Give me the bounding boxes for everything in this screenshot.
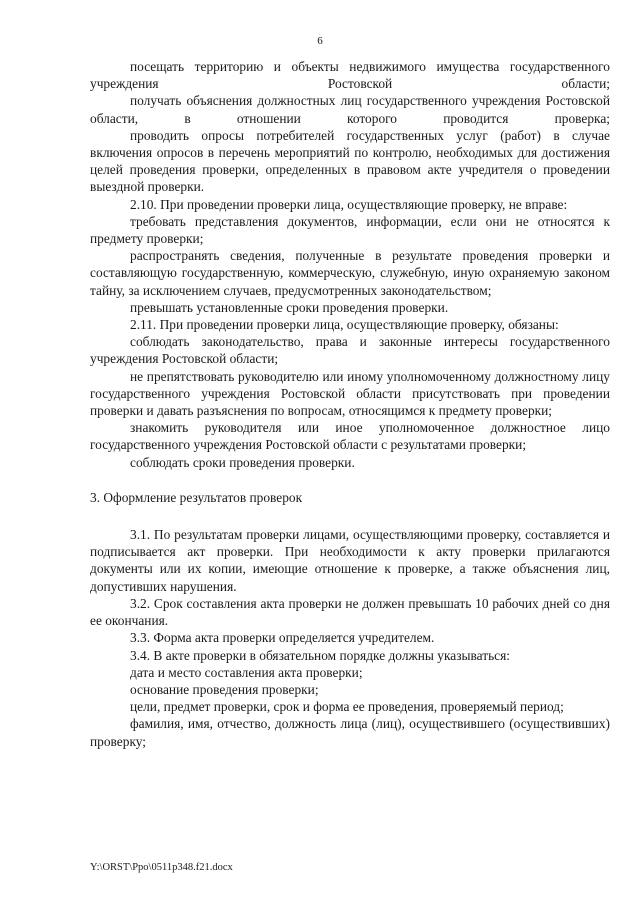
paragraph: 2.10. При проведении проверки лица, осуществляющие проверку, не вправе:: [130, 196, 568, 212]
paragraph: фамилия, имя, отчество, должность лица (лиц), осуществившего (осуществивших) проверку;: [90, 716, 610, 749]
paragraph: 2.11. При проведении проверки лица, осуществляющие проверку, обязаны:: [130, 317, 559, 333]
section-heading: 3. Оформление результатов проверок: [90, 489, 303, 505]
paragraph: основание проведения проверки;: [130, 681, 319, 697]
paragraph: соблюдать сроки проведения проверки.: [130, 454, 355, 470]
paragraph: соблюдать законодательство, права и законные интересы государственного учреждения Ростовской области;: [90, 334, 610, 367]
paragraph: цели, предмет проверки, срок и форма ее проведения, проверяемый период;: [130, 699, 564, 715]
paragraph: 3.1. По результатам проверки лицами, осуществляющими проверку, составляется и подписывается акт проверки. При необходимости к акту проверки прилагаются документы или их копии, имеющие отношение к проверке, а также объяснения лиц, допустивших нарушения.: [90, 527, 610, 594]
document-body: [90, 58, 610, 750]
file-path-footer: Y:\ORST\Ppo\0511p348.f21.docx: [90, 862, 233, 873]
paragraph: знакомить руководителя или иное уполномоченное должностное лицо государственного учреждения Ростовской области с результатами проверки;: [90, 420, 610, 453]
paragraph: 3.3. Форма акта проверки определяется учредителем.: [130, 630, 435, 646]
paragraph: 3.2. Срок составления акта проверки не должен превышать 10 рабочих дней со дня ее окончания.: [90, 595, 610, 629]
paragraph: получать объяснения должностных лиц государственного учреждения Ростовской области, в отношении которого проводится проверка;: [90, 93, 610, 126]
page-number: 6: [317, 35, 323, 47]
paragraph: дата и место составления акта проверки;: [130, 664, 363, 680]
paragraph: требовать представления документов, информации, если они не относятся к предмету проверки;: [90, 213, 610, 247]
paragraph: распространять сведения, полученные в результате проведения проверки и составляющую государственную, коммерческую, служебную, иную охраняемую законом тайну, за исключением случаев, предусмотренных законодательством;: [90, 248, 610, 298]
paragraph: 3.4. В акте проверки в обязательном порядке должны указываться:: [130, 647, 511, 663]
paragraph: превышать установленные сроки проведения проверки.: [130, 299, 449, 315]
paragraph: не препятствовать руководителю или иному уполномоченному должностному лицу государственного учреждения Ростовской области присутствовать при проведении проверки и давать разъяснения по вопросам, относящимся к предмету проверки;: [90, 368, 610, 419]
paragraph: проводить опросы потребителей государственных услуг (работ) в случае включения опросов в перечень мероприятий по контролю, необходимых для достижения целей проведения проверки, определенных в правовом акте учредителя о проведении выездной проверки.: [90, 127, 610, 195]
paragraph: посещать территорию и объекты недвижимого имущества государственного учреждения Ростовской области;: [90, 59, 610, 92]
